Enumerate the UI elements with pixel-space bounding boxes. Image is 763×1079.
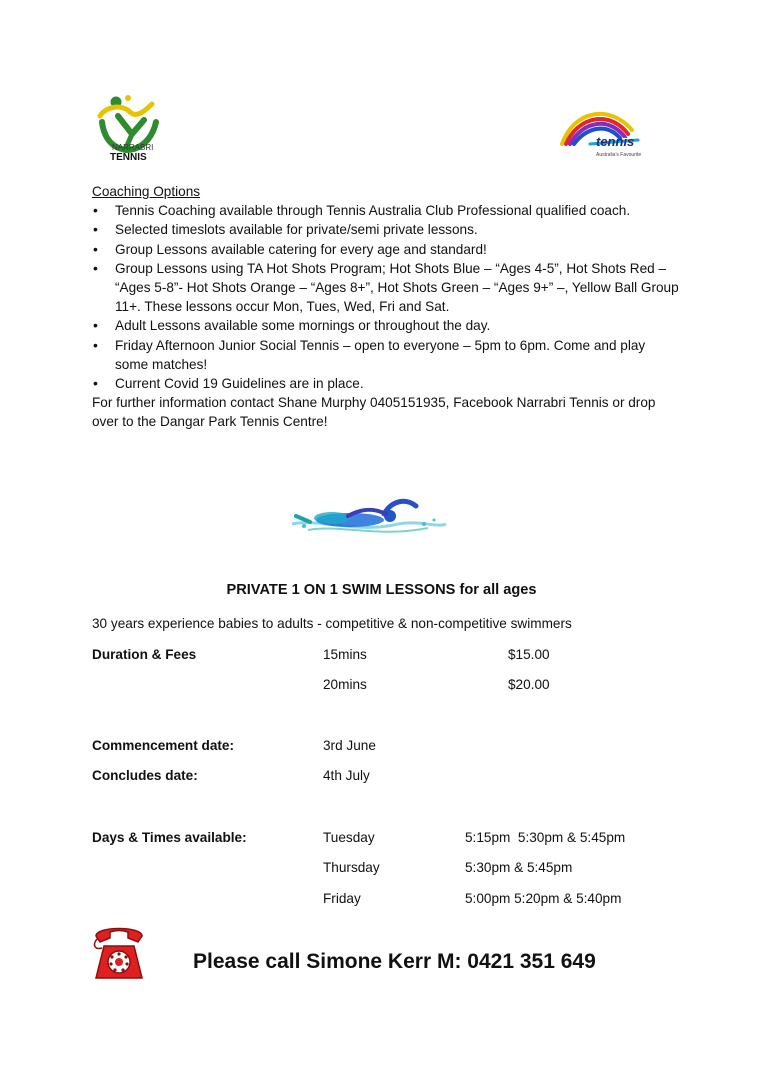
coaching-contact: For further information contact Shane Murphy 0405151935, Facebook Narrabri Tennis or drop over to the Dangar Park Tennis Centre! <box>92 395 656 430</box>
telephone-icon <box>90 920 148 984</box>
concludes-value: 4th July <box>323 768 370 783</box>
swim-lessons-subtitle: 30 years experience babies to adults - competitive & non-competitive swimmers <box>92 616 572 631</box>
coaching-bullet: • Current Covid 19 Guidelines are in place. <box>92 374 682 393</box>
ta-logo-tagline: Australia's Favourite <box>596 152 642 158</box>
coaching-bullet: • Tennis Coaching available through Tennis Australia Club Professional qualified coach. <box>92 201 682 220</box>
days-row <box>0 891 763 911</box>
coaching-list <box>92 201 682 393</box>
day-times: 5:15pm 5:30pm & 5:45pm <box>465 830 626 845</box>
coaching-options-section <box>92 182 682 432</box>
commencement-row <box>0 738 763 758</box>
concludes-label: Concludes date: <box>92 768 198 783</box>
coaching-bullet: • Group Lessons available catering for every age and standard! <box>92 240 682 259</box>
day-times: 5:00pm 5:20pm & 5:40pm <box>465 891 622 906</box>
fees-row <box>0 677 763 697</box>
day-name: Thursday <box>323 860 380 875</box>
fees-row <box>0 647 763 667</box>
swimmer-illustration <box>288 494 450 544</box>
day-name: Tuesday <box>323 830 375 845</box>
commencement-label: Commencement date: <box>92 738 235 753</box>
narrabri-logo-line2: TENNIS <box>110 152 147 163</box>
commencement-value: 3rd June <box>323 738 376 753</box>
fee-duration: 15mins <box>323 647 367 662</box>
fees-label: Duration & Fees <box>92 647 197 662</box>
coaching-bullet: • Adult Lessons available some mornings or throughout the day. <box>92 316 682 335</box>
swim-lessons-title: PRIVATE 1 ON 1 SWIM LESSONS for all ages <box>226 582 537 598</box>
fee-duration: 20mins <box>323 677 367 692</box>
narrabri-logo-line1: NARRABRI <box>112 143 154 152</box>
days-label: Days & Times available: <box>92 830 247 845</box>
concludes-row <box>0 768 763 788</box>
days-row <box>0 830 763 850</box>
ta-logo-word: tennis <box>596 134 635 149</box>
days-row <box>0 860 763 880</box>
call-contact-line: Please call Simone Kerr M: 0421 351 649 <box>193 950 596 973</box>
coaching-bullet: • Friday Afternoon Junior Social Tennis – open to everyone – 5pm to 6pm. Come and play some matches! <box>92 336 682 374</box>
fee-price: $15.00 <box>508 647 550 662</box>
coaching-bullet: • Selected timeslots available for private/semi private lessons. <box>92 220 682 239</box>
tennis-australia-logo <box>554 100 650 162</box>
day-name: Friday <box>323 891 361 906</box>
coaching-heading: Coaching Options <box>92 184 201 199</box>
day-times: 5:30pm & 5:45pm <box>465 860 573 875</box>
fee-price: $20.00 <box>508 677 550 692</box>
coaching-bullet: • Group Lessons using TA Hot Shots Program; Hot Shots Blue – “Ages 4-5”, Hot Shots Red – “Ages 5-8”- Hot Shots Orange – “Ages 8+”, Hot Shots Green – “Ages 9+” –, Yellow Ball Group 11+. These lessons occur Mon, Tues, Wed, Fri and Sat. <box>92 259 682 317</box>
narrabri-tennis-logo <box>92 92 172 164</box>
